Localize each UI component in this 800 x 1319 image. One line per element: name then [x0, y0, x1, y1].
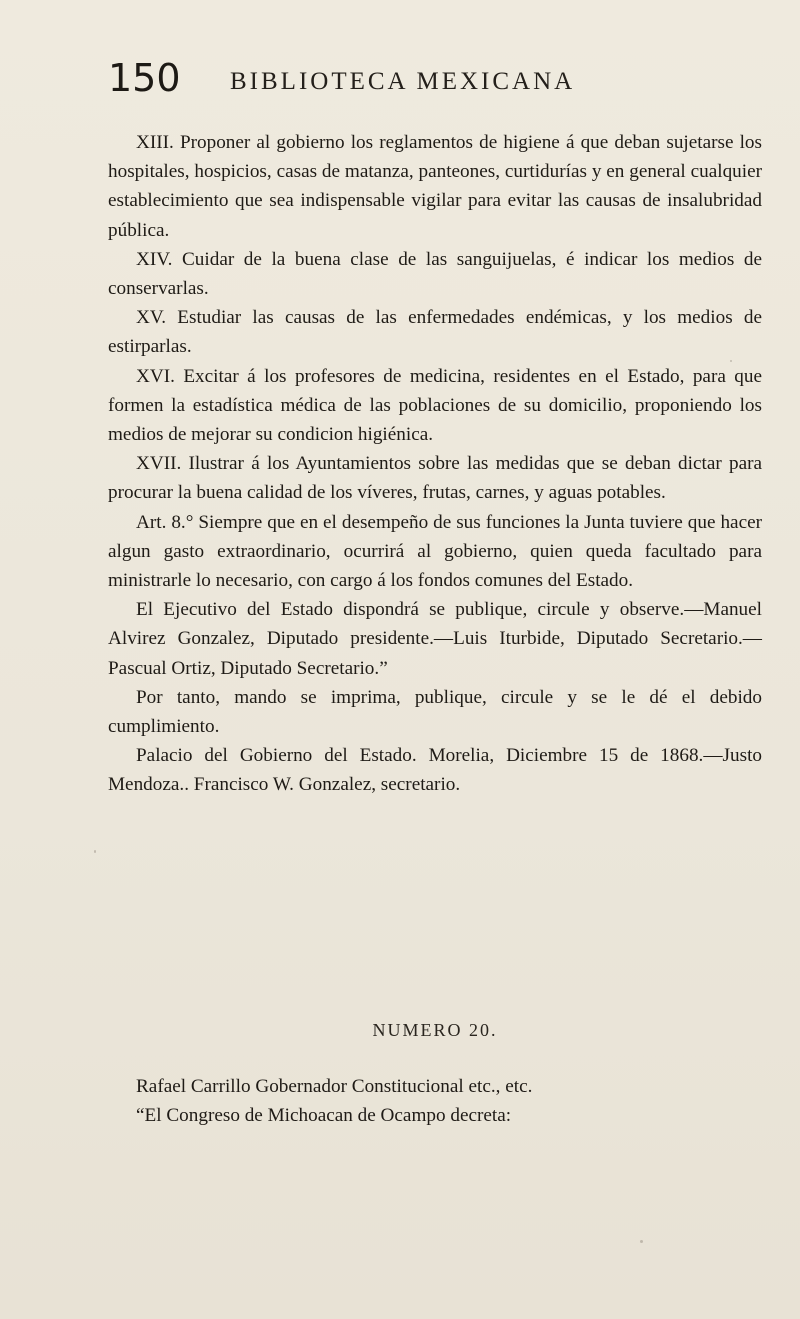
- body-text: [108, 128, 762, 800]
- paragraph-art-8: Art. 8.° Siempre que en el desempeño de sus funciones la Junta tuviere que hacer algun gasto extraordinario, ocurrirá al gobierno, quien queda facultado para ministrarle lo necesario, con cargo á los fondos comunes del Estado.: [108, 511, 762, 592]
- paragraph-xvii: XVII. Ilustrar á los Ayuntamientos sobre las medidas que se deban dictar para procurar la buena calidad de los víveres, frutas, carnes, y aguas potables.: [108, 453, 762, 504]
- paragraph-por-tanto: Por tanto, mando se imprima, publique, circule y se le dé el debido cumplimiento.: [108, 686, 762, 738]
- paper-speck: [94, 850, 96, 853]
- paragraph-xiii: XIII. Proponer al gobierno los reglamentos de higiene á que deban sujetarse los hospitales, hospicios, casas de matanza, panteones, curtidurías y en general cualquier establecimiento que sea indispensable vigilar para evitar las causas de insalubridad pública.: [108, 132, 762, 241]
- paragraph-governor: Rafael Carrillo Gobernador Constitucional etc., etc.: [136, 1076, 533, 1097]
- paragraph-xiv: XIV. Cuidar de la buena clase de las sanguijuelas, é indicar los medios de conservarlas.: [108, 248, 762, 300]
- page-header: [108, 58, 748, 108]
- paragraph-xvi: XVI. Excitar á los profesores de medicina, residentes en el Estado, para que formen la estadística médica de las poblaciones de su domicilio, proponiendo los medios de mejorar su condicion higiénica.: [108, 365, 762, 446]
- closing-text: [108, 1072, 762, 1130]
- paragraph-xv: XV. Estudiar las causas de las enfermedades endémicas, y los medios de estirparlas.: [108, 307, 762, 358]
- paper-speck: [640, 1240, 643, 1243]
- page-number: 150: [108, 56, 181, 100]
- paragraph-decree: “El Congreso de Michoacan de Ocampo decreta:: [136, 1105, 512, 1127]
- paper-speck: [730, 360, 732, 362]
- paragraph-ejecutivo: El Ejecutivo del Estado dispondrá se publique, circule y observe.—Manuel Alvirez Gonzalez, Diputado presidente.—Luis Iturbide, Diputado Secretario.—Pascual Ortiz, Diputado Secretario.”: [108, 599, 762, 679]
- paragraph-palacio: Palacio del Gobierno del Estado. Morelia, Diciembre 15 de 1868.—Justo Mendoza.. Francisco W. Gonzalez, secretario.: [108, 745, 762, 796]
- running-head: BIBLIOTECA MEXICANA: [230, 68, 576, 95]
- section-title: NUMERO 20.: [372, 1020, 498, 1040]
